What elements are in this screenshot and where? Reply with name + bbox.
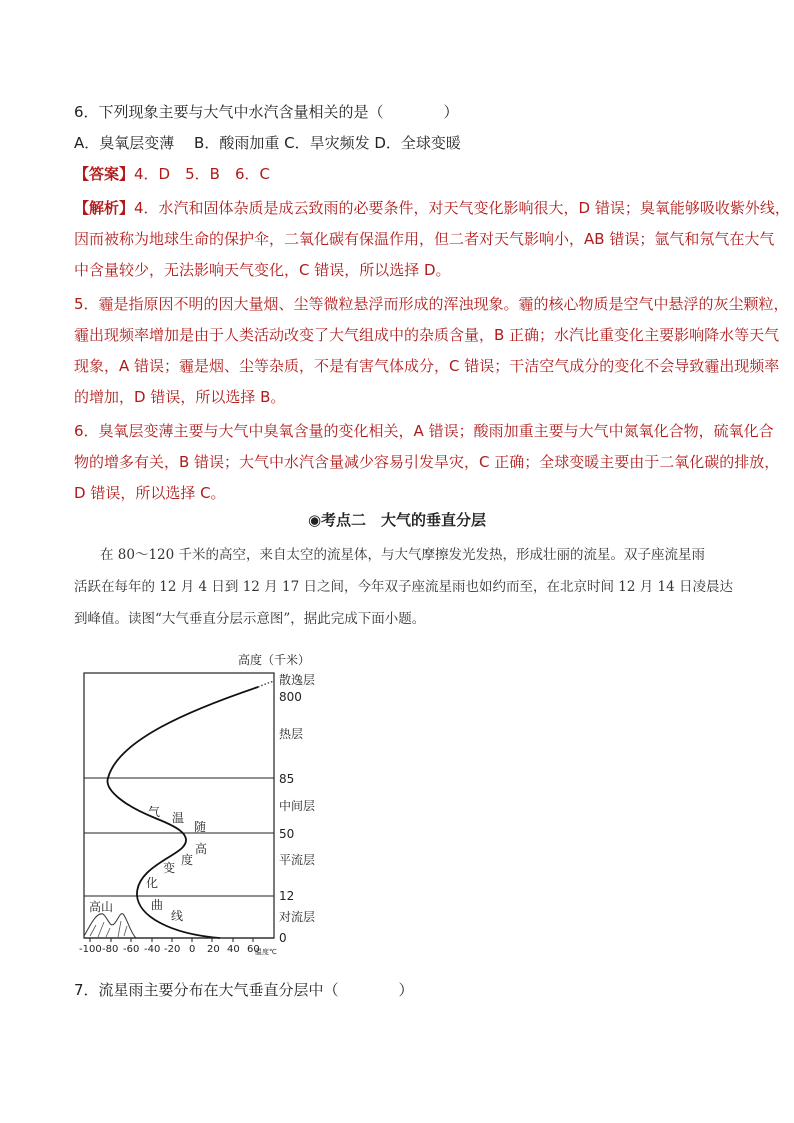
analysis-5-line-2: 霾出现频率增加是由于人类活动改变了大气组成中的杂质含量，B 正确；水汽比重变化主要影响降水等天气: [74, 326, 780, 344]
x-tick-20: 20: [207, 944, 220, 955]
curve-char-6: 变: [163, 861, 176, 875]
analysis-6-line-3: D 错误，所以选择 C。: [74, 484, 226, 502]
curve-char-4: 高: [195, 842, 208, 856]
height-tick-12: 12: [279, 889, 295, 903]
height-tick-50: 50: [279, 827, 295, 841]
answer-label: 【答案】: [74, 165, 135, 183]
layer-thermosphere: 热层: [279, 727, 304, 741]
height-tick-85: 85: [279, 772, 295, 786]
mountain-label: 高山: [89, 900, 114, 914]
layer-troposphere: 对流层: [279, 910, 316, 924]
analysis-4-line-1: 【解析】4．水汽和固体杂质是成云致雨的必要条件，对天气变化影响很大，D 错误；臭氧能够吸收紫外线，: [74, 199, 790, 217]
question-7-stem: 7．流星雨主要分布在大气垂直分层中（ ）: [74, 981, 414, 999]
analysis-6-line-2: 物的增多有关，B 错误；大气中水汽含量减少容易引发旱灾，C 正确；全球变暖主要由于二氧化碳的排放，: [74, 453, 780, 471]
curve-char-3: 随: [194, 820, 207, 834]
answer-line: [74, 164, 270, 184]
layer-stratosphere: 平流层: [279, 853, 316, 867]
x-tick-neg100: -100: [79, 944, 102, 955]
analysis-5-line-1: 5．霾是指原因不明的因大量烟、尘等微粒悬浮而形成的浑浊现象。霾的核心物质是空气中悬浮的灰尘颗粒，: [74, 295, 789, 313]
x-tick-60: 60: [247, 944, 260, 955]
question-6-options: A．臭氧层变薄 B．酸雨加重 C．旱灾频发 D．全球变暖: [74, 134, 461, 152]
x-tick-0: 0: [189, 944, 196, 955]
temperature-curve: [108, 687, 258, 938]
x-tick-neg20: -20: [164, 944, 181, 955]
section-title: ◉考点二 大气的垂直分层: [307, 511, 487, 529]
mountain-outline: [84, 914, 136, 938]
curve-char-5: 度: [181, 853, 194, 867]
passage-line-2: 活跃在每年的 12 月 4 日到 12 月 17 日之间，今年双子座流星雨也如约而至，在北京时间 12 月 14 日凌晨达: [74, 579, 733, 595]
curve-char-1: 气: [148, 805, 161, 819]
x-tick-neg80: -80: [102, 944, 119, 955]
curve-char-9: 线: [171, 909, 184, 923]
x-axis-ticks: [90, 938, 253, 942]
temperature-curve-dotted: [258, 681, 274, 687]
diagram-frame: [84, 673, 274, 938]
analysis-label: 【解析】: [74, 199, 135, 217]
x-axis-title: 温度℃: [255, 948, 277, 956]
y-axis-title: 高度（千米）: [238, 653, 311, 667]
height-tick-800: 800: [279, 690, 302, 704]
layer-mesosphere: 中间层: [279, 799, 316, 813]
height-tick-0: 0: [279, 931, 287, 945]
curve-char-2: 温: [172, 811, 185, 825]
x-tick-40: 40: [227, 944, 240, 955]
analysis-5-line-4: 的增加，D 错误，所以选择 B。: [74, 388, 286, 406]
x-tick-neg40: -40: [144, 944, 161, 955]
analysis-4-line-3: 中含量较少，无法影响天气变化，C 错误，所以选择 D。: [74, 261, 451, 279]
analysis-6-line-1: 6．臭氧层变薄主要与大气中臭氧含量的变化相关，A 错误；酸雨加重主要与大气中氮氧化合物，硫氧化合: [74, 422, 774, 440]
x-tick-neg60: -60: [123, 944, 140, 955]
mountain-ridges: [90, 921, 127, 937]
curve-char-8: 曲: [151, 898, 164, 912]
analysis-4-line-2: 因而被称为地球生命的保护伞，二氧化碳有保温作用，但二者对天气影响小，AB 错误；氩气和氖气在大气: [74, 230, 775, 248]
analysis-5-line-3: 现象，A 错误；霾是烟、尘等杂质，不是有害气体成分，C 错误；干洁空气成分的变化不会导致霾出现频率: [74, 357, 780, 375]
question-6-stem: 6．下列现象主要与大气中水汽含量相关的是（ ）: [74, 103, 459, 121]
passage-line-1: 在 80～120 千米的高空，来自太空的流星体，与大气摩擦发光发热，形成壮丽的流星。双子座流星雨: [100, 547, 706, 563]
curve-char-7: 化: [146, 876, 159, 890]
answer-text: 4．D 5．B 6．C: [134, 165, 270, 183]
passage-line-3: 到峰值。读图“大气垂直分层示意图”，据此完成下面小题。: [74, 611, 426, 627]
layer-exosphere: 散逸层: [279, 673, 316, 687]
